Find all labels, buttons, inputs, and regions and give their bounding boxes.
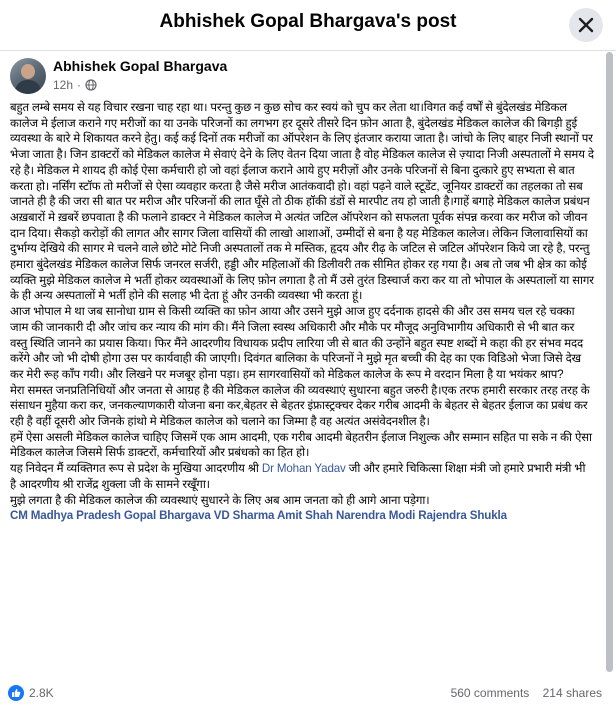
reactions-count: 2.8K bbox=[29, 686, 54, 700]
post-footer bbox=[8, 685, 602, 703]
dialog-title: Abhishek Gopal Bhargava's post bbox=[159, 11, 457, 32]
scrollbar-thumb[interactable] bbox=[606, 52, 613, 672]
post-paragraph-request bbox=[10, 461, 594, 492]
post-header bbox=[10, 58, 570, 98]
post-paragraph: हमें ऐसा असली मेडिकल कालेज चाहिए जिसमें एक आम आदमी, एक गरीब आदमी बेहतरीन ईलाज निशुल्क और सम्मान सहित पा सके न की ऐसा मेडिकल कालेज जिसमे सिर्फ डाक्टरों, कर्मचारियों और प्रबंधको का हित हो। bbox=[10, 430, 592, 460]
post-meta bbox=[53, 78, 97, 92]
request-text-after: जी और हमारे चिकित्सा शिक्षा मंत्री जो हमारे प्रभारी मंत्री भी है आदरणीय श्री राजेंद्र शुक्ला जी के सामने रखूँगा। bbox=[10, 462, 586, 491]
close-button[interactable] bbox=[569, 8, 603, 42]
globe-icon[interactable] bbox=[85, 79, 97, 91]
post-time[interactable]: 12h bbox=[53, 78, 74, 92]
scrollbar[interactable] bbox=[606, 52, 613, 702]
tagged-people[interactable]: CM Madhya Pradesh Gopal Bhargava VD Sharma Amit Shah Narendra Modi Rajendra Shukla bbox=[10, 509, 507, 523]
post-paragraph-closing: मुझे लगता है की मेडिकल कालेज की व्यवस्थाएं सुधारने के लिए अब आम जनता को ही आगे आना पड़ेगा। bbox=[10, 493, 430, 507]
request-text-before: यह निवेदन मैं व्यक्तिगत रूप से प्रदेश के मुखिया आदरणीय श्री bbox=[10, 462, 262, 476]
post-paragraph: आज भोपाल मे था जब सानोधा ग्राम से किसी व्यक्ति का फ़ोन आया और उसने मुझे आज हुए दर्दनाक हादसे की और उस समय चल रहे चक्का जाम की जानकारी दी और जांच कर न्याय की मांग की। मैंने जिला स्वस्थ अधिकारी और मौके पर मौजूद अनुविभागीय अधिकारी से भी बात कर वस्तु स्थिति जानने का प्रयास किया। फिर मैंने आदरणीय विधायक प्रदीप लारिया जी से बात की उन्होंने बहुत स्पष्ट शब्दों मे कहा की हर संभव मदद करेंगे और जो भी दोषी होगा उस पर कार्यवाही की जाएगी। दिवंगत बालिका के परिजनों ने मुझे मृत बच्ची की देह का एक विडिओ भेजा जिसे देख कर मेरी रूह काँप गयी। और लिखने पर मजबूर होना पड़ा। हम सागरवासियों को मेडिकल कालेज के रूप मे वरदान मिला है या भयंकर श्राप? bbox=[10, 305, 584, 381]
engagement-counts bbox=[451, 686, 602, 700]
avatar-shoulders bbox=[15, 80, 41, 94]
meta-separator: · bbox=[77, 78, 82, 92]
close-icon bbox=[578, 17, 594, 33]
author-name[interactable]: Abhishek Gopal Bhargava bbox=[53, 58, 228, 74]
post-paragraph: बहुत लम्बे समय से यह विचार रखना चाह रहा था। परन्तु कुछ न कुछ सोच कर स्वयं को चुप कर लेता था।विगत कई वर्षों से बुंदेलखंड मेडिकल कालेज मे ईलाज कराने गए मरीजों का या उनके परिजनों का लगभग हर दूसरे तीसरे दिन फ़ोन आता है, बुंदेलखंड मेडिकल कालेज की बिगड़ी हुई व्यवस्था के बारे मे शिकायत करने हेतु। कई कई दिनों तक मरीजों का ऑपरेशन के लिए इंतजार कराया जाता है। जांचो के लिए बाहर निजी स्थानों पर भेजा जाता है। जिन डाक्टरों को मेडिकल कालेज मे सेवाएं देने के लिए वेतन दिया जाता है वोह मेडिकल कालेज से ज़्यादा निजी अस्पतालों मे समय दे रहे है। मेडिकल मे शायद ही कोई ऐसा कर्मचारी हो जो वहां ईलाज कराने आये हुए मरीज़ों और उनके परिजनों से बिना दुत्कारे हुए सभ्यता से बात करता हो। नर्सिंग स्टॉफ तो मरीजों से ऐसा व्यवहार करता है जैसे मरीज आतंकवादी हो। वहां पढ़ने वाले स्टूडेंट, जूनियर डाक्टरों का तहलका तो सब जानते ही है की जरा सी बात पर मरीज और परिजनों की लात घूँसे तो ठीक हॉकी डंडों से मारपीट तय हो जाती है।गाहें बगाहे मेडिकल कालेज प्रबंधन अख़बारों मे ख़बरें छपवाता है की फलाने डाक्टर ने मेडिकल कालेज मे अत्यंत जटिल ऑपरेशन को सफलता पूर्वक संपन्न करवा कर मरीज को जीवन दान दिया। सैकड़ो करोड़ों की लागत और सागर जिला वासियों की लाखो आशाओं, उम्मीदों से बना है यह मेडिकल कालेज। लेकिन जिलावासियों का दुर्भाग्य देखिये की सागर मे चलने वाले छोटे मोटे निजी अस्पतालों तक मे मस्तिक, हृदय और रीढ़ के जटिल से जटिल ऑपरेशन किये जा रहे है, परन्तु हमारा बुंदेलखंड मेडिकल कालेज सिर्फ जनरल सर्जरी, हड्डी और महिलाओं की डिलीवरी तक सीमित होकर रह गया है। अब तो जब भी क्षेत्र का कोई व्यक्ति मुझे मेडिकल कालेज मे भर्ती होकर व्यवस्थाओं के लिए फ़ोन लगाता है तो मैं उसे तुरंत डिस्चार्ज करा कर या तो भोपाल के अस्पतालों या सागर के ही अन्य अस्पतालों मे भर्ती होने की सलाह भी देता हूं और उनकी व्यवस्था भी करता हूं। bbox=[10, 101, 594, 303]
post-text bbox=[10, 100, 594, 524]
avatar[interactable] bbox=[10, 58, 46, 94]
post-dialog-header bbox=[0, 0, 616, 51]
avatar-face bbox=[21, 64, 35, 79]
comments-count[interactable]: 560 comments bbox=[450, 686, 530, 700]
shares-count[interactable]: 214 shares bbox=[542, 686, 602, 700]
like-icon bbox=[8, 685, 24, 701]
reactions-summary[interactable] bbox=[8, 685, 54, 701]
post-paragraph: मेरा समस्त जनप्रतिनिधियों और जनता से आग्रह है की मेडिकल कालेज की व्यवस्थाएं सुधारना बहुत जरुरी है।एक तरफ हमारी सरकार तरह तरह के संसाधन मुहैया करा कर, जनकल्याणकारी योजना बना कर,बेहतर से बेहतर इंफ्रास्ट्रक्चर देकर गरीब आदमी के बेहतर से बेहतर ईलाज का प्रबंध कर रही है वहीं दूसरी ओर जिनके हांथो मे मेडिकल कालेज को चलाने का जिम्मा है वह अत्यंत असंवेदनशील है। bbox=[10, 383, 590, 429]
mention-link-dr-mohan-yadav[interactable]: Dr Mohan Yadav bbox=[261, 462, 346, 476]
